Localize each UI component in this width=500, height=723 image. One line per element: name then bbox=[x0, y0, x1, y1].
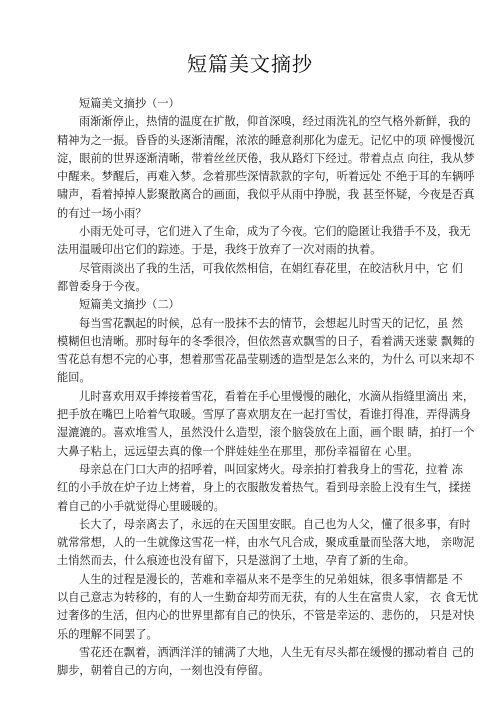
text-line: 脚步，朝着自己的方向，一刻也没有停留。 bbox=[57, 664, 270, 678]
article-body bbox=[57, 95, 479, 681]
text-line: 以自己意志为转移的，有的人一生勤奋却劳而无获，有的人生在富贵人家， 衣 食无忧 bbox=[57, 591, 479, 605]
document-title: 短篇美文摘抄 bbox=[187, 52, 313, 76]
text-line: 雪花还在飘着，洒洒洋洋的铺满了大地，人生无有尽头都在缓慢的挪动着自 己的 bbox=[79, 645, 475, 659]
text-line: 着自己的小手就觉得心里暖暖的。 bbox=[57, 499, 225, 513]
text-line: 人生的过程是漫长的，苦难和幸福从来不是孪生的兄弟姐妹，很多事情都是 不 bbox=[79, 572, 463, 586]
text-line: 短篇美文摘抄（一） bbox=[79, 97, 180, 110]
text-line: 土悄然而去，什么痕迹也没有留下，只是滋润了土地，孕育了新的生命。 bbox=[57, 554, 416, 568]
text-line: 短篇美文摘抄（二） bbox=[79, 298, 180, 312]
text-line: 模糊但也清晰。那时每年的冬季很冷，但依然喜欢飘雪的日子，看着满天迷蒙 飘舞的 bbox=[57, 334, 475, 348]
text-line: 都曾委身于今夜。 bbox=[57, 279, 147, 293]
text-line: 红的小手放在炉子边上烤着，身上的衣服散发着热气。看到母亲脸上没有生气，揉搓 bbox=[57, 481, 471, 495]
text-line: 大鼻子粘上，远远望去真的像一个胖娃娃坐在那里，那份幸福留在 心里。 bbox=[57, 444, 419, 458]
text-line: 精神为之一振。昏昏的头逐渐清醒，浓浓的睡意刹那化为虚无。记忆中的项 碎慢慢沉 bbox=[57, 133, 475, 147]
text-line: 雪花总有想不完的心事，想着那雪花晶莹剔透的造型是怎么来的，为什么 可以来却不 bbox=[57, 353, 475, 367]
text-line: 淀，眼前的世界逐渐清晰，带着丝丝厌倦，我从路灯下经过。带着点点 向往，我从梦 bbox=[57, 151, 475, 165]
text-line: 雨渐渐停止，热情的温度在扩散，仰首深嗅，经过雨洗礼的空气格外新鲜，我的 bbox=[79, 115, 471, 129]
text-line: 小雨无处可寻，它们进入了生命，成为了今夜。它们的隐匿让我猎手不及，我无 bbox=[79, 225, 471, 239]
text-line: 过奢侈的生活，但内心的世界里都有自己的快乐，不管是幸运的、悲伤的， 只是对快 bbox=[57, 609, 475, 623]
text-line: 母亲总在门口大声的招呼着，叫回家烤火。母亲拍打着我身上的雪花，拉着 冻 bbox=[79, 462, 463, 476]
text-line: 的有过一场小雨？ bbox=[57, 206, 147, 220]
text-line: 长大了，母亲离去了，永远的在天国里安眠。自己也为人父，懂了很多事，有时 bbox=[79, 517, 471, 531]
text-line: 乐的理解不同罢了。 bbox=[57, 627, 158, 641]
text-line: 啸声，看着掉掉人影聚散离合的画面，我似乎从雨中挣脱，我 甚至怀疑，今夜是否真 bbox=[57, 188, 475, 202]
text-line: 尽管雨淡出了我的生活，可我依然相信，在娟红春花里，在皎洁秋月中，它 们 bbox=[79, 261, 463, 275]
text-line: 每当雪花飘起的时候，总有一股抹不去的情节，会想起儿时雪天的记忆，虽 然 bbox=[79, 316, 463, 330]
text-line: 儿时喜欢用双手捧接着雪花，看着在手心里慢慢的融化，水滴从指缝里滴出 来， bbox=[79, 389, 475, 403]
text-line: 把手放在嘴巴上哈着气取暖。雪厚了喜欢朋友在一起打雪仗，看谁打得准，弄得满身 bbox=[57, 408, 471, 422]
text-line: 湿漉漉的。喜欢堆雪人，虽然没什么造型，滚个脑袋放在上面，画个眼 睛，拍打一个 bbox=[57, 426, 475, 440]
text-line: 法用温暖印出它们的踪迹。于是，我终于放弃了一次对雨的执着。 bbox=[57, 243, 382, 257]
text-line: 能回。 bbox=[57, 371, 91, 385]
text-line: 就常常想，人的一生就像这雪花一样，由水气凡合成，聚成重量而坠落大地， 亲吻泥 bbox=[57, 536, 475, 550]
text-line: 中醒来。梦醒后，再难入梦。念着那些深情款款的字句，听着远处 不绝于耳的车辆呼 bbox=[57, 170, 475, 184]
